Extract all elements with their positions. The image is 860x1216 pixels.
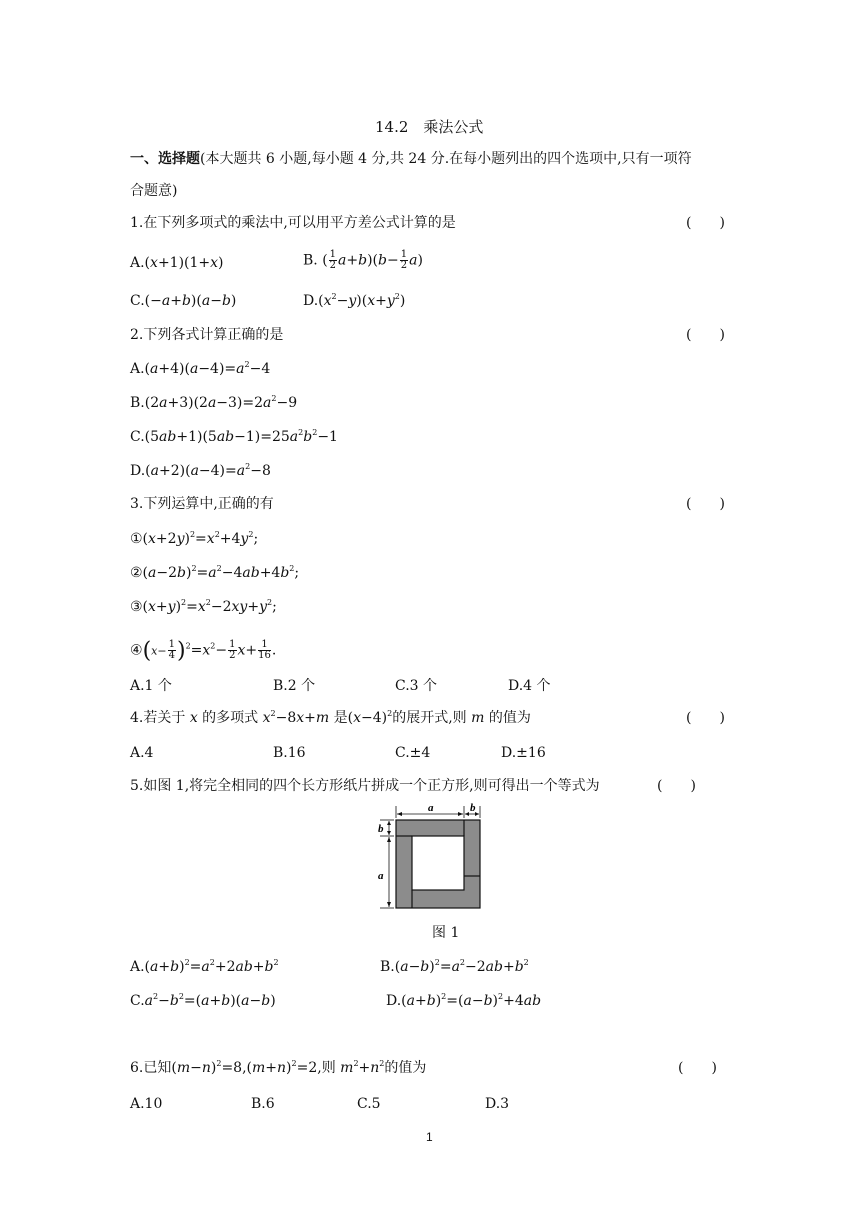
answer-bracket: ( ) xyxy=(686,496,725,512)
q3-statement-2: $②(a-2b)^2=a^2-4ab+4b^2$; xyxy=(130,564,300,581)
section-header xyxy=(130,150,692,168)
q5-option-a: $A.(a+b)^2=a^2+2ab+b^2$ xyxy=(130,958,279,975)
q4-stem-prefix: 4.若关于 xyxy=(130,710,190,726)
q4-option-b: B.16 xyxy=(273,745,306,761)
q4-option-a: A.4 xyxy=(130,745,154,761)
q3-option-a: A.1 个 xyxy=(130,678,172,694)
label-b-top: b xyxy=(470,802,476,814)
q4-option-d: D.±16 xyxy=(501,745,546,761)
q6-option-c: C.5 xyxy=(357,1096,381,1112)
page-title: 14.2 乘法公式 xyxy=(375,118,484,136)
q3-statement-3: $③(x+y)^2=x^2-2xy+y^2$; xyxy=(130,598,277,615)
q4-stem-suffix: 的展开式,则 xyxy=(392,710,472,726)
answer-bracket: ( ) xyxy=(686,215,725,231)
question-4-stem: 4.若关于 x 的多项式 $x^2-8x+m$ 是$(x-4)^2$的展开式,则 m 的值为 xyxy=(130,709,531,726)
q2-option-b: $B.(2a+3)(2a-3)=2a^2-9$ xyxy=(130,394,298,411)
q1-option-c: C.(−a+b)(a−b) xyxy=(130,293,237,309)
q2-option-c: $C.(5ab+1)(5ab-1)=25a^2b^2-1$ xyxy=(130,428,338,445)
section-heading: 一、选择题 xyxy=(130,151,200,167)
q3-option-b: B.2 个 xyxy=(273,678,316,694)
q6-option-b: B.6 xyxy=(251,1096,275,1112)
figure-1-diagram xyxy=(372,802,488,914)
q1-option-a: A.(x+1)(1+x) xyxy=(130,255,224,271)
q6-stem-prefix: 6.已知 xyxy=(130,1060,172,1076)
q2-option-a: $A.(a+4)(a-4)=a^2-4$ xyxy=(130,360,271,377)
answer-bracket: ( ) xyxy=(686,710,725,726)
answer-bracket: ( ) xyxy=(657,778,696,794)
section-description-cont: 合题意) xyxy=(130,183,178,199)
label-a-left: a xyxy=(378,870,384,882)
q3-statement-1: $①(x+2y)^2=x^2+4y^2$; xyxy=(130,530,259,547)
figure-caption: 图 1 xyxy=(432,925,460,941)
label-b-left: b xyxy=(378,823,384,835)
q5-option-c: $C.a^2-b^2=(a+b)(a-b)$ xyxy=(130,992,276,1009)
question-1-stem: 1.在下列多项式的乘法中,可以用平方差公式计算的是 xyxy=(130,215,456,231)
q6-option-a: A.10 xyxy=(130,1096,163,1112)
q3-statement-4: ④(x− $\frac{1}{4}$ )$^2=x^2-$ $\frac{1}{2}$ x+ $\frac{1}{16}$ . xyxy=(130,638,277,664)
q1-option-b: B. ( $\frac{1}{2}$ a+b)(b− $\frac{1}{2}$ a) xyxy=(303,249,423,271)
question-5-stem: 5.如图 1,将完全相同的四个长方形纸片拼成一个正方形,则可得出一个等式为 xyxy=(130,778,600,794)
label-a-top: a xyxy=(428,802,434,814)
question-2-stem: 2.下列各式计算正确的是 xyxy=(130,327,284,343)
q5-option-b: $B.(a-b)^2=a^2-2ab+b^2$ xyxy=(380,958,529,975)
q4-option-c: C.±4 xyxy=(395,745,431,761)
q1-option-d: $D.(x^2-y)(x+y^2)$ xyxy=(303,292,406,309)
q5-option-d: $D.(a+b)^2=(a-b)^2+4ab$ xyxy=(386,992,542,1009)
answer-bracket: ( ) xyxy=(686,327,725,343)
q3-option-d: D.4 个 xyxy=(508,678,551,694)
page-number: 1 xyxy=(426,1130,433,1144)
section-description: (本大题共 6 小题,每小题 4 分,共 24 分.在每小题列出的四个选项中,只有一项符 xyxy=(200,151,692,167)
q2-option-d: $D.(a+2)(a-4)=a^2-8$ xyxy=(130,462,271,479)
question-6-stem: 6.已知$(m-n)^2=8,(m+n)^2=2$,则 $m^2+n^2$的值为 xyxy=(130,1059,427,1076)
answer-bracket: ( ) xyxy=(678,1060,717,1076)
question-3-stem: 3.下列运算中,正确的有 xyxy=(130,496,274,512)
q3-option-c: C.3 个 xyxy=(395,678,438,694)
q6-option-d: D.3 xyxy=(485,1096,510,1112)
